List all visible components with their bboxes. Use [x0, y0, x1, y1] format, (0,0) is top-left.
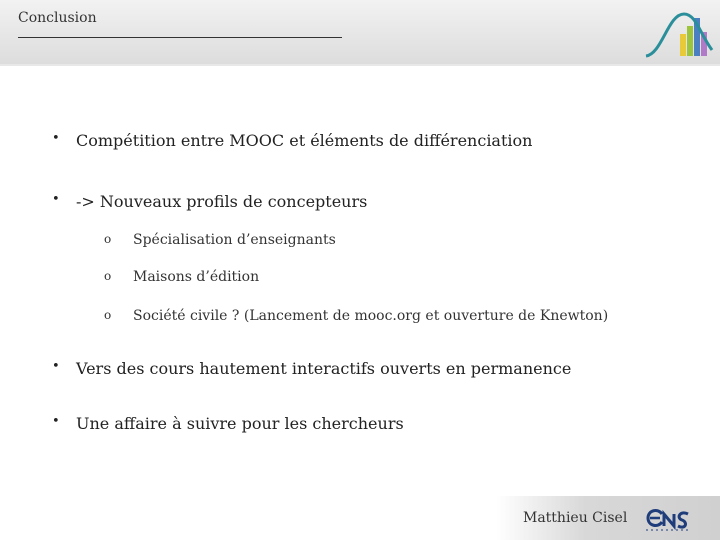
- author-name: Matthieu Cisel: [523, 510, 628, 526]
- bullet-text: Une affaire à suivre pour les chercheurs: [76, 414, 404, 433]
- sub-bullet-text: Maisons d’édition: [133, 269, 260, 285]
- sub-bullet-circle: o: [104, 308, 112, 322]
- sub-bullet-circle: o: [104, 269, 112, 283]
- bullet-text: Vers des cours hautement interactifs ouverts en permanence: [76, 359, 572, 378]
- sub-bullet-text: Spécialisation d’enseignants: [133, 232, 336, 248]
- bullet-dot: •: [52, 359, 60, 374]
- ens-logo-icon: [644, 504, 692, 532]
- sub-bullet-text: Société civile ? (Lancement de mooc.org et ouverture de Knewton): [133, 308, 609, 324]
- bullet-text: -> Nouveaux profils de concepteurs: [76, 192, 368, 211]
- slide-title: Conclusion: [18, 10, 97, 26]
- bullet-dot: •: [52, 192, 60, 207]
- bullet-dot: •: [52, 414, 60, 429]
- bullet-dot: •: [52, 131, 60, 146]
- sub-bullet-circle: o: [104, 232, 112, 246]
- bullet-text: Compétition entre MOOC et éléments de différenciation: [76, 131, 533, 150]
